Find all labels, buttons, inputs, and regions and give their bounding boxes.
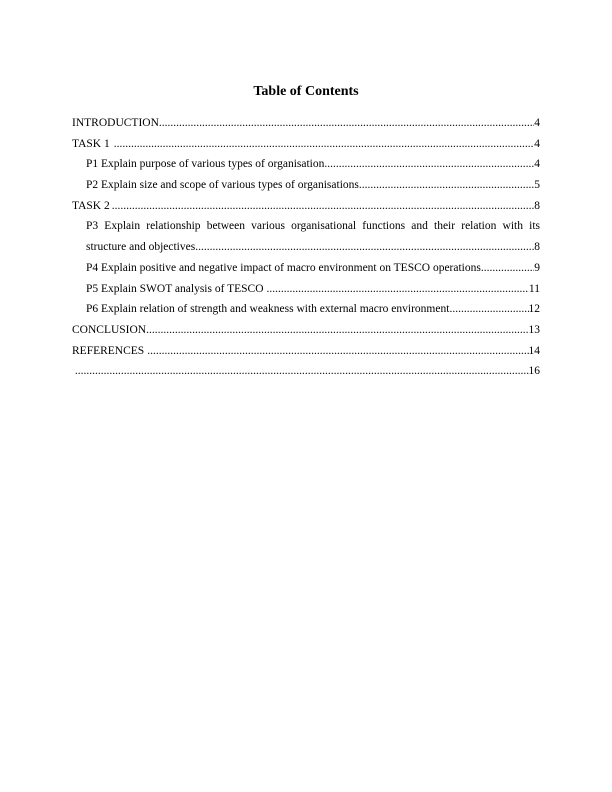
table-of-contents xyxy=(72,113,540,382)
toc-entry-text: P1 Explain purpose of various types of organisation xyxy=(86,158,325,171)
dot-leader xyxy=(75,361,529,382)
dot-leader xyxy=(324,154,534,175)
toc-entry-page: 13 xyxy=(528,323,540,336)
toc-entry-text-line-1: P3 Explain relationship between various organisational functions and their relation with its xyxy=(86,220,540,233)
toc-entry-page: 11 xyxy=(528,282,540,295)
toc-entry-p3[interactable] xyxy=(72,216,540,257)
toc-entry-p1[interactable] xyxy=(72,154,540,175)
toc-entry-p4[interactable] xyxy=(72,258,540,279)
toc-entry-text: REFERENCES xyxy=(72,344,145,357)
toc-entry-references[interactable] xyxy=(72,341,540,362)
dot-leader xyxy=(481,258,534,279)
toc-entry-page: 5 xyxy=(534,179,540,192)
toc-entry-untitled[interactable] xyxy=(72,361,540,382)
toc-entry-text-line-2: structure and objectives xyxy=(86,241,196,254)
toc-entry-page: 16 xyxy=(528,365,540,378)
toc-entry-page: 4 xyxy=(534,158,540,171)
toc-entry-page: 4 xyxy=(534,137,540,150)
toc-entry-text: P4 Explain positive and negative impact of macro environment on TESCO operations xyxy=(86,261,481,274)
toc-entry-conclusion[interactable] xyxy=(72,320,540,341)
toc-title: Table of Contents xyxy=(253,84,359,99)
toc-entry-page: 9 xyxy=(534,261,540,274)
dot-leader xyxy=(267,279,529,300)
toc-entry-p6[interactable] xyxy=(72,299,540,320)
toc-entry-text: TASK 1 xyxy=(72,137,110,150)
toc-entry-page: 8 xyxy=(534,241,540,254)
dot-leader xyxy=(147,341,528,362)
dot-leader xyxy=(114,134,535,155)
toc-entry-page: 12 xyxy=(528,303,540,316)
toc-entry-page: 8 xyxy=(534,199,540,212)
toc-entry-text: INTRODUCTION xyxy=(72,117,159,129)
toc-entry-task-2[interactable] xyxy=(72,196,540,217)
dot-leader xyxy=(449,299,528,320)
toc-entry-text: CONCLUSION xyxy=(72,323,147,336)
dot-leader xyxy=(146,320,528,341)
toc-entry-page: 14 xyxy=(528,344,540,357)
toc-entry-text: P2 Explain size and scope of various types of organisations xyxy=(86,179,359,192)
toc-entry-task-1[interactable] xyxy=(72,134,540,155)
toc-entry-text: TASK 2 xyxy=(72,199,110,212)
toc-entry-page: 4 xyxy=(534,117,540,129)
toc-entry-line-2 xyxy=(86,237,540,258)
dot-leader xyxy=(112,196,535,217)
toc-entry-text: P5 Explain SWOT analysis of TESCO xyxy=(86,282,264,295)
toc-entry-text: P6 Explain relation of strength and weakness with external macro environment xyxy=(86,303,450,316)
toc-entry-introduction[interactable] xyxy=(72,113,540,134)
toc-entry-p2[interactable] xyxy=(72,175,540,196)
dot-leader xyxy=(359,175,534,196)
toc-entry-p5[interactable] xyxy=(72,279,540,300)
dot-leader xyxy=(195,237,534,258)
dot-leader xyxy=(159,113,534,134)
